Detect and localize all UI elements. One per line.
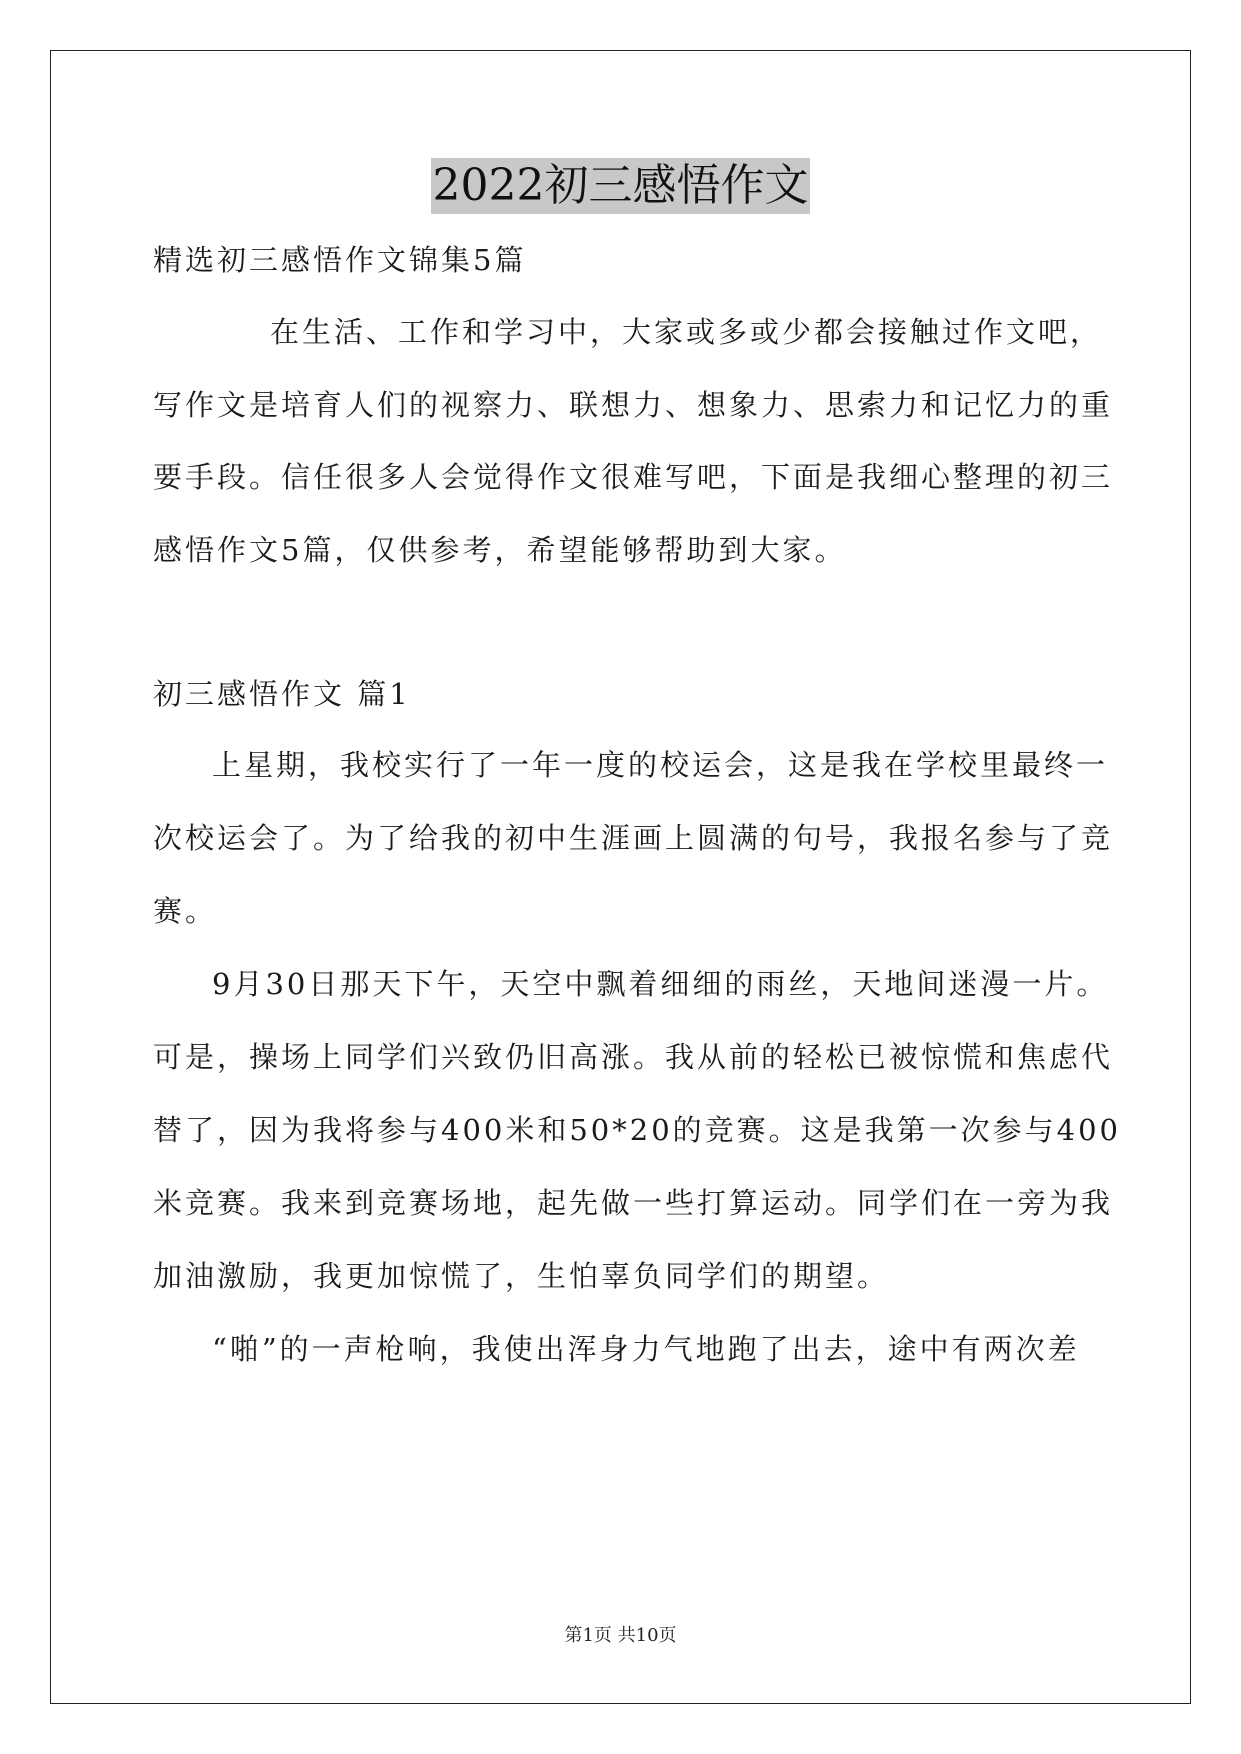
intro-line: 感悟作文5篇，仅供参考，希望能够帮助到大家。 xyxy=(153,533,847,567)
intro-line: 要手段。信任很多人会觉得作文很难写吧，下面是我细心整理的初三 xyxy=(153,460,1114,494)
body-line: 赛。 xyxy=(153,894,218,928)
page-footer: 第1页 共10页 xyxy=(564,1625,677,1646)
page-border xyxy=(50,50,1191,1704)
document-subtitle: 精选初三感悟作文锦集5篇 xyxy=(153,243,527,277)
document-title: 2022初三感悟作文 xyxy=(431,158,811,214)
title-container xyxy=(0,158,1241,214)
section-heading: 初三感悟作文 篇1 xyxy=(153,677,411,711)
intro-line: 在生活、工作和学习中，大家或多或少都会接触过作文吧， xyxy=(270,315,1103,349)
body-line: 次校运会了。为了给我的初中生涯画上圆满的句号，我报名参与了竞 xyxy=(153,821,1114,855)
body-line: 可是，操场上同学们兴致仍旧高涨。我从前的轻松已被惊慌和焦虑代 xyxy=(153,1040,1114,1074)
body-line: 9月30日那天下午，天空中飘着细细的雨丝，天地间迷漫一片。 xyxy=(212,967,1109,1001)
body-line: 替了，因为我将参与400米和50*20的竞赛。这是我第一次参与400 xyxy=(153,1113,1122,1147)
intro-line: 写作文是培育人们的视察力、联想力、想象力、思索力和记忆力的重 xyxy=(153,388,1114,422)
body-line: 米竞赛。我来到竞赛场地，起先做一些打算运动。同学们在一旁为我 xyxy=(153,1186,1114,1220)
body-line: 上星期，我校实行了一年一度的校运会，这是我在学校里最终一 xyxy=(212,748,1109,782)
body-line: 加油激励，我更加惊慌了，生怕辜负同学们的期望。 xyxy=(153,1259,890,1293)
body-line: “啪”的一声枪响，我使出浑身力气地跑了出去，途中有两次差 xyxy=(212,1332,1080,1366)
